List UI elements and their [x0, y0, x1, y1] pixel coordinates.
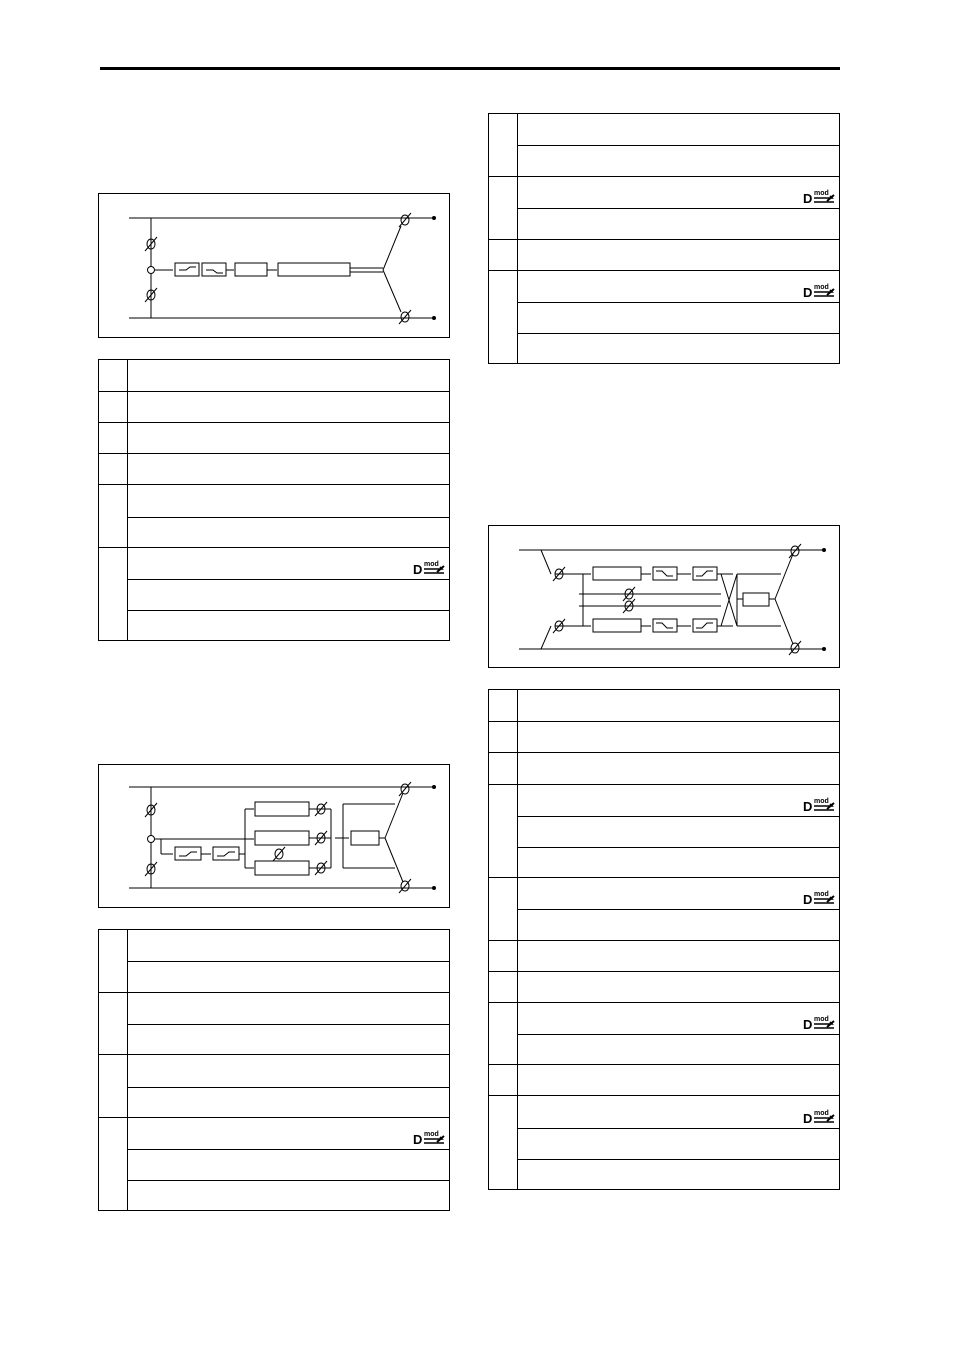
parameter-index-cell [489, 271, 518, 364]
parameter-row [127, 930, 449, 961]
dmod-icon [413, 560, 445, 575]
parameter-table-2 [98, 929, 450, 1211]
parameter-row [517, 1128, 839, 1160]
parameter-row [127, 454, 449, 485]
parameter-group [99, 422, 449, 454]
parameter-row [517, 177, 839, 208]
parameter-group [99, 1117, 449, 1211]
parameter-table-4 [488, 689, 840, 1190]
parameter-index-cell [489, 1065, 518, 1096]
parameter-index-cell [99, 930, 128, 992]
parameter-index-cell [489, 753, 518, 784]
parameter-group [489, 971, 839, 1003]
parameter-row [127, 392, 449, 423]
parameter-row [127, 961, 449, 993]
parameter-group [99, 453, 449, 485]
parameter-row [127, 1055, 449, 1086]
parameter-row [517, 302, 839, 334]
parameter-row [517, 208, 839, 240]
svg-text:mod: mod [424, 1130, 439, 1138]
svg-text:mod: mod [814, 190, 829, 198]
parameter-row [127, 1024, 449, 1056]
dmod-icon [803, 797, 835, 812]
block-diagram-3 [488, 525, 840, 668]
parameter-row [517, 1034, 839, 1066]
block-diagram-2 [98, 764, 450, 908]
parameter-group [489, 114, 839, 176]
parameter-row [127, 517, 449, 549]
parameter-group [489, 877, 839, 940]
parameter-group [489, 270, 839, 364]
dmod-icon [413, 1130, 445, 1145]
parameter-row [517, 1065, 839, 1096]
parameter-table-3 [488, 113, 840, 364]
parameter-row [517, 722, 839, 753]
dmod-icon [803, 1015, 835, 1030]
parameter-row [127, 579, 449, 611]
parameter-index-cell [489, 1003, 518, 1065]
parameter-index-cell [489, 240, 518, 271]
svg-text:mod: mod [814, 891, 829, 899]
svg-text:D: D [413, 1131, 423, 1145]
parameter-index-cell [489, 690, 518, 721]
parameter-index-cell [489, 878, 518, 940]
parameter-index-cell [489, 114, 518, 176]
parameter-group [489, 1002, 839, 1065]
dmod-icon [803, 890, 835, 905]
parameter-table-1 [98, 359, 450, 641]
parameter-index-cell [99, 1055, 128, 1117]
parameter-index-cell [489, 941, 518, 972]
svg-text:D: D [803, 798, 813, 812]
parameter-row [127, 610, 449, 642]
parameter-index-cell [99, 485, 128, 547]
parameter-group [489, 690, 839, 721]
parameter-index-cell [99, 548, 128, 641]
dmod-icon [803, 189, 835, 204]
parameter-index-cell [99, 1118, 128, 1211]
parameter-row [517, 1159, 839, 1191]
parameter-group [489, 784, 839, 879]
parameter-row [127, 360, 449, 391]
parameter-group [99, 1054, 449, 1117]
mix-knob-icon [553, 544, 801, 655]
svg-text:mod: mod [814, 1109, 829, 1117]
parameter-row [517, 878, 839, 909]
parameter-index-cell [99, 423, 128, 454]
parameter-row [127, 1118, 449, 1149]
dmod-icon [803, 283, 835, 298]
parameter-group [489, 239, 839, 271]
parameter-group [99, 930, 449, 992]
parameter-index-cell [489, 722, 518, 753]
parameter-row [517, 271, 839, 302]
header-rule [100, 67, 840, 70]
block-diagram-1 [98, 193, 450, 338]
parameter-group [489, 176, 839, 239]
parameter-row [517, 972, 839, 1003]
parameter-group [99, 484, 449, 547]
parameter-index-cell [489, 785, 518, 879]
parameter-row [517, 847, 839, 879]
svg-text:mod: mod [814, 283, 829, 291]
parameter-index-cell [489, 1096, 518, 1190]
parameter-row [127, 1180, 449, 1212]
dmod-icon [803, 1109, 835, 1124]
svg-text:D: D [413, 561, 423, 575]
parameter-row [517, 816, 839, 848]
parameter-row [517, 909, 839, 941]
svg-text:D: D [803, 284, 813, 298]
parameter-group [489, 1095, 839, 1190]
svg-text:D: D [803, 892, 813, 906]
parameter-index-cell [99, 360, 128, 391]
parameter-group [489, 721, 839, 753]
parameter-row [517, 240, 839, 271]
svg-text:D: D [803, 191, 813, 205]
parameter-group [489, 1064, 839, 1096]
parameter-row [517, 941, 839, 972]
mix-knob-icon [145, 782, 411, 893]
parameter-index-cell [489, 177, 518, 239]
svg-text:D: D [803, 1110, 813, 1124]
svg-text:mod: mod [424, 560, 439, 568]
parameter-row [517, 145, 839, 177]
parameter-group [99, 992, 449, 1055]
svg-text:mod: mod [814, 1016, 829, 1024]
parameter-row [517, 690, 839, 721]
parameter-row [517, 1096, 839, 1127]
parameter-index-cell [489, 972, 518, 1003]
parameter-index-cell [99, 454, 128, 485]
svg-text:mod: mod [814, 797, 829, 805]
parameter-index-cell [99, 993, 128, 1055]
parameter-row [127, 993, 449, 1024]
parameter-row [517, 785, 839, 816]
parameter-row [127, 1087, 449, 1119]
parameter-group [99, 360, 449, 391]
parameter-row [127, 423, 449, 454]
parameter-row [517, 333, 839, 365]
parameter-row [517, 1003, 839, 1034]
parameter-row [127, 1149, 449, 1181]
svg-text:D: D [803, 1017, 813, 1031]
parameter-group [99, 391, 449, 423]
parameter-row [517, 753, 839, 784]
parameter-index-cell [99, 392, 128, 423]
parameter-group [99, 547, 449, 641]
parameter-group [489, 752, 839, 784]
parameter-group [489, 940, 839, 972]
parameter-row [127, 548, 449, 579]
parameter-row [517, 114, 839, 145]
parameter-row [127, 485, 449, 516]
